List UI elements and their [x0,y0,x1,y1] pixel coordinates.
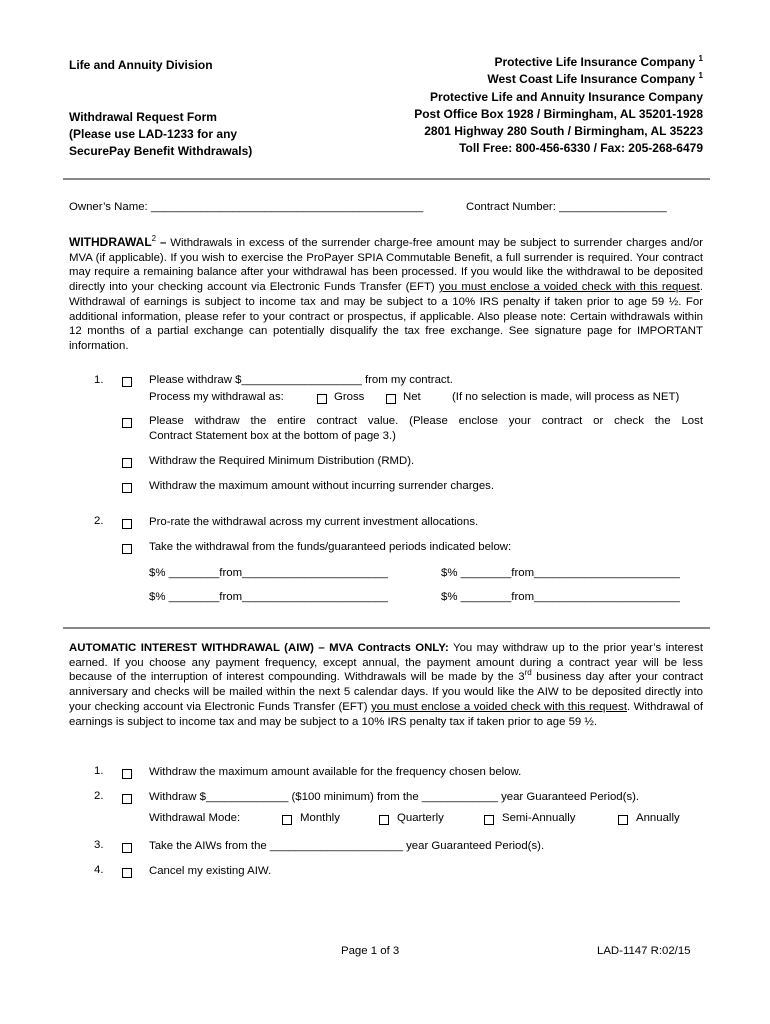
form-id: LAD-1147 R:02/15 [597,945,691,957]
page-number: Page 1 of 3 [341,945,400,957]
fund-line-input[interactable]: $% ________from_______________________ [441,567,680,579]
aiw-cancel-label: Cancel my existing AIW. [149,865,272,877]
withdrawal-mode-label: Withdrawal Mode: [149,812,241,824]
street-address: 2801 Highway 280 South / Birmingham, AL 35223 [424,124,703,139]
voided-check-notice: you must enclose a voided check with this request [371,700,627,713]
funds-checkbox[interactable] [122,541,132,559]
po-box-address: Post Office Box 1928 / Birmingham, AL 35201-1928 [414,106,703,121]
process-as-label: Process my withdrawal as: [149,391,284,403]
item-number: 1. [94,374,104,386]
net-default-note: (If no selection is made, will process as NET) [452,391,680,403]
mode-annual-label: Annually [636,812,680,824]
mode-semiannual-label: Semi-Annually [502,812,576,824]
contract-number-field[interactable]: Contract Number: _________________ [466,201,667,213]
withdrawal-heading: WITHDRAWAL [69,235,152,249]
phone-fax: Toll Free: 800-456-6330 / Fax: 205-268-6479 [459,141,703,156]
net-label: Net [403,391,421,403]
mode-monthly-label: Monthly [300,812,340,824]
mode-annual-checkbox[interactable] [618,812,628,830]
prorate-label: Pro-rate the withdrawal across my current investment allocations. [149,516,479,528]
fund-line-input[interactable]: $% ________from_______________________ [441,591,680,603]
fund-line-input[interactable]: $% ________from_______________________ [149,567,388,579]
company-name-3: Protective Life and Annuity Insurance Company [430,89,703,104]
gross-label: Gross [334,391,365,403]
withdrawal-paragraph: WITHDRAWAL$^2$ – Withdrawals in excess of the surrender charge-free amount may be subject to surrender charges and/or MVA (if applicable). If you wish to exercise the ProPayer SPIA Commutable Benefit, a full surrender is required. Your contract may require a remaining balance after your withdrawal has been processed. If you would like the withdrawal to be deposited directly into your checking account via Electronic Funds Transfer (EFT) you must enclose a voided check with this request. Withdrawal of earnings is subject to income tax and may be subject to a 10% IRS penalty if taken prior to age 59 ½. For additional information, please refer to your contract or prospectus, if applicable. Also please note: Certain withdrawals within 12 months of a partial exchange can potentially disqualify the tax free exchange. See signature page for IMPORTANT information. [69,234,703,352]
gross-checkbox[interactable] [317,391,327,409]
aiw-heading: AUTOMATIC INTEREST WITHDRAWAL (AIW) – MVA Contracts ONLY: [69,642,449,654]
prorate-checkbox[interactable] [122,516,132,534]
header-right-block [414,54,703,158]
item-number: 1. [94,765,104,777]
mode-quarterly-checkbox[interactable] [379,812,389,830]
item-number: 4. [94,864,104,876]
funds-label: Take the withdrawal from the funds/guaranteed periods indicated below: [149,541,512,553]
form-note-line-2: SecurePay Benefit Withdrawals) [69,144,253,158]
company-name-1: Protective Life Insurance Company $^1$ [494,54,703,69]
aiw-max-checkbox[interactable] [122,766,132,784]
section-divider [63,627,710,629]
form-title: Withdrawal Request Form [69,110,217,124]
owner-name-field[interactable]: Owner’s Name: ___________________________________________ [69,201,424,213]
aiw-amount-checkbox[interactable] [122,791,132,809]
fund-line-input[interactable]: $% ________from_______________________ [149,591,388,603]
entire-value-checkbox[interactable] [122,415,132,433]
aiw-period-label: Take the AIWs from the _____________________ year Guaranteed Period(s). [149,840,545,852]
aiw-paragraph: AUTOMATIC INTEREST WITHDRAWAL (AIW) – MVA Contracts ONLY: You may withdraw up to the prior year’s interest earned. If you choose any payment frequency, except annual, the payment amount during a contract year will be less because of the interruption of interest compounding. Withdrawals will be made by the 3rd business day after your contract anniversary and checks will be mailed within the next 5 calendar days. If you would like the AIW to be deposited directly into your checking account via Electronic Funds Transfer (EFT) you must enclose a voided check with this request. Withdrawal of earnings is subject to income tax and may be subject to a 10% IRS penalty tax if taken prior to age 59 ½. [69,642,703,728]
item-number: 3. [94,839,104,851]
mode-monthly-checkbox[interactable] [282,812,292,830]
rmd-checkbox[interactable] [122,455,132,473]
aiw-period-checkbox[interactable] [122,840,132,858]
aiw-amount-label: Withdraw $_____________ ($100 minimum) from the ____________ year Guaranteed Period(s). [149,791,640,803]
withdraw-amount-checkbox[interactable] [122,374,132,392]
net-checkbox[interactable] [386,391,396,409]
mode-semiannual-checkbox[interactable] [484,812,494,830]
item-number: 2. [94,790,104,802]
max-no-surrender-label: Withdraw the maximum amount without incurring surrender charges. [149,480,495,492]
aiw-max-label: Withdraw the maximum amount available for the frequency chosen below. [149,766,522,778]
item-number: 2. [94,515,104,527]
entire-value-label: Please withdraw the entire contract value. (Please enclose your contract or check the Lost Contract Statement box at the bottom of page 3.) [149,415,703,442]
mode-quarterly-label: Quarterly [397,812,444,824]
voided-check-notice: you must enclose a voided check with this request [438,281,700,294]
company-name-2: West Coast Life Insurance Company $^1$ [487,71,703,87]
aiw-cancel-checkbox[interactable] [122,865,132,883]
withdraw-amount-label: Please withdraw $___________________ from my contract. [149,374,453,386]
form-note-line-1: (Please use LAD-1233 for any [69,127,238,141]
header-divider [63,178,710,180]
rmd-label: Withdraw the Required Minimum Distribution (RMD). [149,455,415,467]
header-left-block [69,57,252,160]
max-no-surrender-checkbox[interactable] [122,480,132,498]
division-name: Life and Annuity Division [69,58,213,72]
